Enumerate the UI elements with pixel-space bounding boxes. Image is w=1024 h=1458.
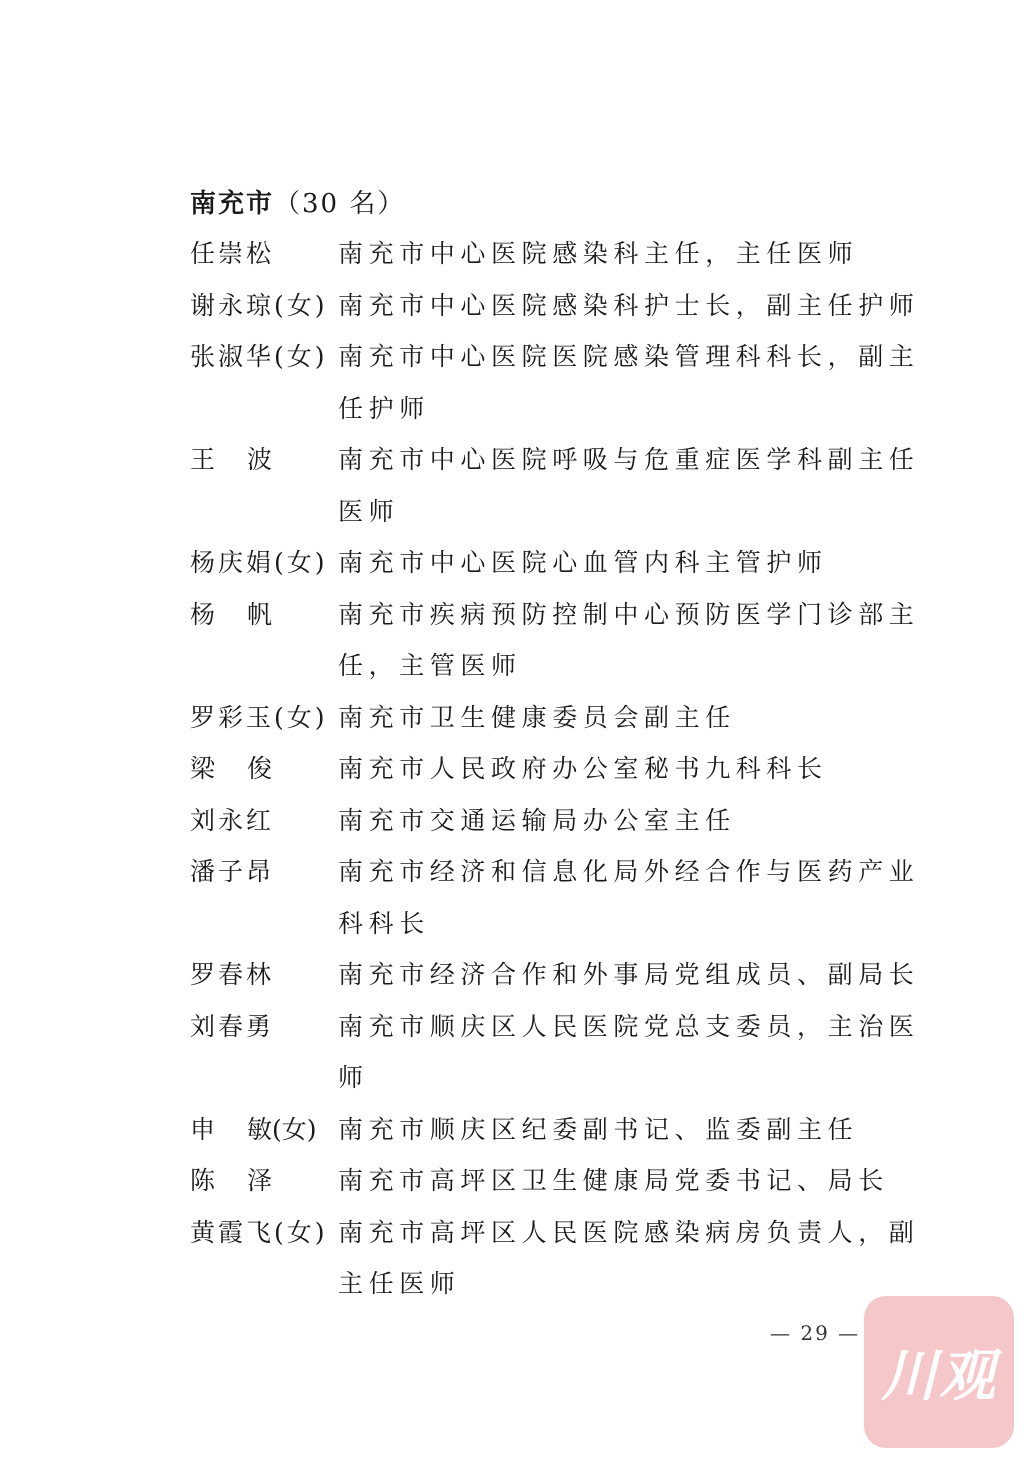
person-title bbox=[338, 228, 900, 280]
list-item bbox=[190, 795, 910, 847]
title-line: 任，主管医师 bbox=[338, 651, 522, 680]
person-title bbox=[338, 331, 920, 434]
name-part: 敏(女) bbox=[247, 1114, 317, 1144]
person-name: 刘永红 bbox=[190, 805, 275, 835]
person-title bbox=[338, 434, 920, 537]
name-part: 申 bbox=[190, 1114, 216, 1144]
person-name: 谢永琼(女) bbox=[190, 290, 328, 320]
list-item bbox=[190, 1001, 920, 1104]
person-title bbox=[338, 537, 900, 589]
person-name: 任崇松 bbox=[190, 239, 275, 268]
list-item bbox=[190, 1207, 920, 1310]
list-item bbox=[190, 228, 910, 280]
title-line: 南充市交通运输局办公室主任 bbox=[338, 805, 736, 835]
title-line: 南充市中心医院感染科主任，主任医师 bbox=[338, 239, 859, 268]
person-name: 黄霞飞(女) bbox=[190, 1217, 328, 1247]
title-line: 南充市中心医院呼吸与危重症医学科副主任 bbox=[338, 445, 920, 474]
page-number: — 29 — bbox=[770, 1321, 861, 1345]
person-title bbox=[338, 949, 920, 1001]
heading-count: （30 名） bbox=[274, 189, 406, 219]
title-line: 南充市疾病预防控制中心预防医学门诊部主 bbox=[338, 599, 920, 629]
list-item bbox=[190, 589, 920, 692]
title-line: 科科长 bbox=[338, 908, 430, 938]
person-name: 潘子昂 bbox=[190, 857, 275, 886]
name-part: 梁 bbox=[190, 754, 216, 783]
person-name bbox=[190, 589, 338, 641]
person-title bbox=[338, 589, 920, 692]
person-title bbox=[338, 846, 920, 949]
title-line: 南充市中心医院感染科护士长，副主任护师 bbox=[338, 290, 920, 320]
title-line: 任护师 bbox=[338, 393, 430, 423]
roster-list bbox=[190, 228, 920, 1310]
name-part: 帆 bbox=[247, 599, 273, 629]
list-item bbox=[190, 280, 920, 332]
title-line: 南充市中心医院医院感染管理科科长，副主 bbox=[338, 342, 920, 371]
person-name: 杨庆娟(女) bbox=[190, 548, 328, 577]
title-line: 师 bbox=[338, 1063, 369, 1092]
title-line: 南充市经济合作和外事局党组成员、副局长 bbox=[338, 960, 920, 989]
person-name bbox=[190, 743, 338, 795]
title-line: 南充市人民政府办公室秘书九科科长 bbox=[338, 754, 828, 783]
watermark-text: 川观 bbox=[881, 1344, 997, 1409]
list-item bbox=[190, 1104, 910, 1156]
title-line: 南充市顺庆区纪委副书记、监委副主任 bbox=[338, 1114, 859, 1144]
name-part: 波 bbox=[247, 445, 273, 474]
list-item bbox=[190, 331, 920, 434]
list-item bbox=[190, 692, 910, 744]
person-name: 罗春林 bbox=[190, 960, 275, 989]
name-part: 俊 bbox=[247, 754, 273, 783]
person-name bbox=[190, 434, 338, 486]
person-name: 张淑华(女) bbox=[190, 342, 328, 371]
title-line: 南充市卫生健康委员会副主任 bbox=[338, 702, 736, 732]
title-line: 南充市中心医院心血管内科主管护师 bbox=[338, 548, 828, 577]
person-title bbox=[338, 1155, 900, 1207]
list-item bbox=[190, 949, 920, 1001]
list-item bbox=[190, 537, 910, 589]
person-name: 罗彩玉(女) bbox=[190, 702, 328, 732]
person-title bbox=[338, 280, 920, 332]
heading-city: 南充市 bbox=[190, 189, 275, 219]
title-line: 南充市高坪区人民医院感染病房负责人，副 bbox=[338, 1217, 920, 1247]
list-item bbox=[190, 846, 920, 949]
list-item bbox=[190, 743, 910, 795]
name-part: 杨 bbox=[190, 599, 216, 629]
title-line: 主任医师 bbox=[338, 1269, 461, 1298]
title-line: 南充市高坪区卫生健康局党委书记、局长 bbox=[338, 1166, 889, 1195]
person-title bbox=[338, 1207, 920, 1310]
list-item bbox=[190, 434, 920, 537]
person-title bbox=[338, 743, 900, 795]
title-line: 南充市顺庆区人民医院党总支委员，主治医 bbox=[338, 1011, 920, 1041]
watermark-logo bbox=[864, 1296, 1014, 1448]
person-name bbox=[190, 1155, 338, 1207]
person-title bbox=[338, 795, 900, 847]
person-title bbox=[338, 1104, 900, 1156]
title-line: 南充市经济和信息化局外经合作与医药产业 bbox=[338, 857, 920, 886]
person-name bbox=[190, 1104, 338, 1156]
section-heading bbox=[190, 182, 405, 226]
name-part: 泽 bbox=[247, 1166, 273, 1195]
person-title bbox=[338, 692, 900, 744]
list-item bbox=[190, 1155, 910, 1207]
person-title bbox=[338, 1001, 920, 1104]
person-name: 刘春勇 bbox=[190, 1011, 275, 1041]
name-part: 王 bbox=[190, 445, 216, 474]
title-line: 医师 bbox=[338, 496, 400, 526]
name-part: 陈 bbox=[190, 1166, 216, 1195]
